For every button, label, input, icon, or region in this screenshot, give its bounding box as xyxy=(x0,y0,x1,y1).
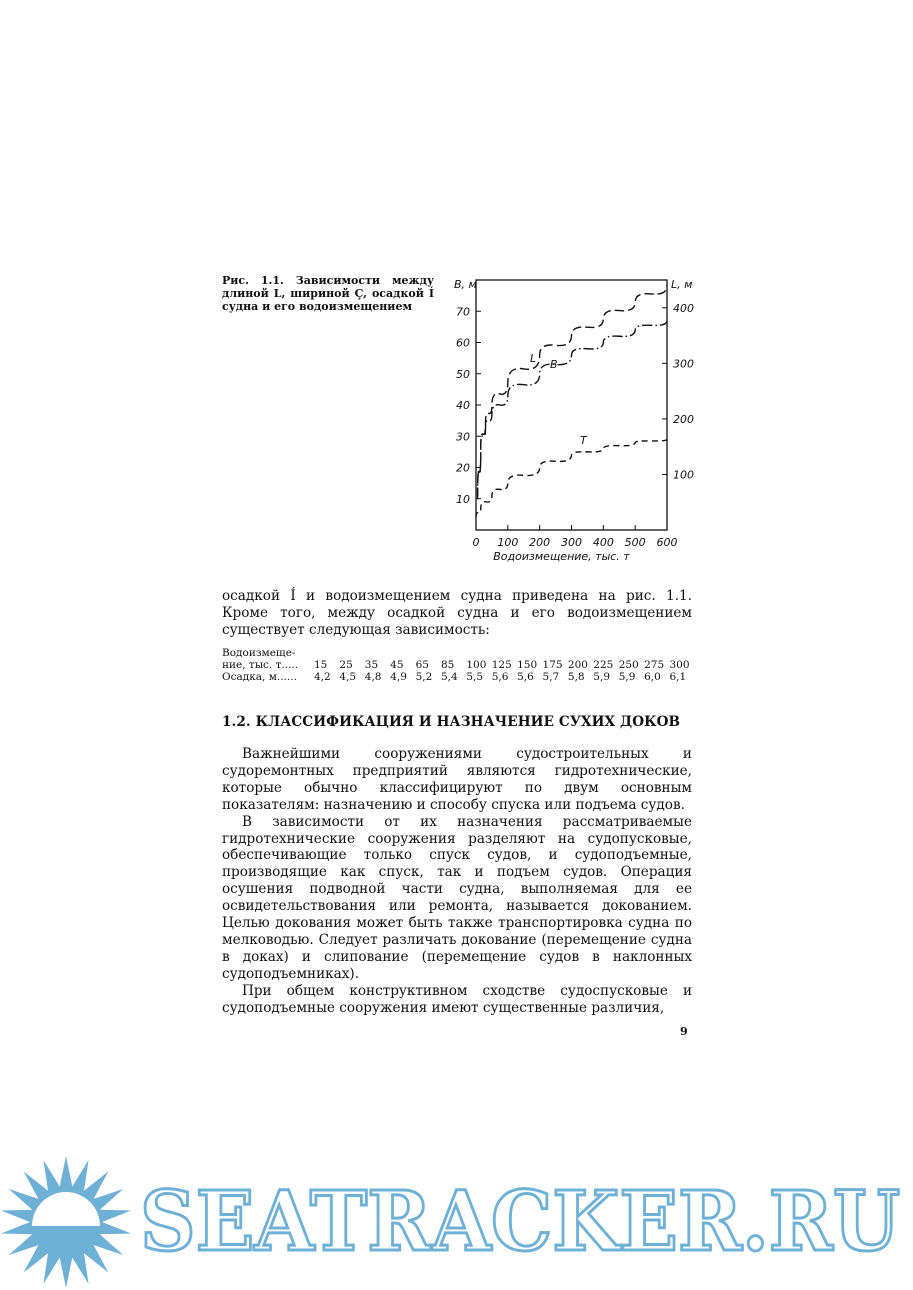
draft-cell: 5,8 xyxy=(567,671,585,683)
displacement-cell: 45 xyxy=(390,659,404,671)
paragraph-intro-text: осадкой Í и водоизмещением судна приведена на рис. 1.1. Кроме того, между осадкой судна и его водоизмещением существует следующая зависимость: xyxy=(222,588,692,638)
row-label-draft: Осадка, м...... xyxy=(222,671,297,683)
y-left-tick-label: 60 xyxy=(456,336,470,350)
table-header-row xyxy=(222,647,695,659)
draft-cell: 5,9 xyxy=(593,671,610,683)
paragraph-intro xyxy=(222,588,692,639)
x-tick-label: 300 xyxy=(561,536,582,549)
x-tick-label: 200 xyxy=(529,536,551,549)
draft-cell: 5,2 xyxy=(415,671,433,683)
displacement-cell: 200 xyxy=(567,659,588,671)
section-body xyxy=(222,746,692,1017)
displacement-cell: 125 xyxy=(491,659,512,671)
x-tick-label: 100 xyxy=(497,536,519,549)
displacement-cell: 275 xyxy=(644,659,665,671)
figure-chart xyxy=(440,268,700,568)
draft-cell: 5,6 xyxy=(491,671,509,683)
draft-cell: 6,1 xyxy=(669,671,687,683)
y-right-tick-label: 200 xyxy=(673,412,694,426)
draft-cell: 4,9 xyxy=(390,671,407,683)
displacement-cell: 300 xyxy=(669,659,690,671)
paragraph-2: В зависимости от их назначения рассматриваемые гидротехнические сооружения разделяют на судопусковые, обеспечивающие только спуск судов, и судоподъемные, производящие как спуск, так и подъем судов. Операция осушения подводной части судна, выполняемая для ее освидетельствования или ремонта, называется докованием. Целью докования может быть также транспортировка судна по мелководью. Следует различать докование (перемещение судна в доках) и слипование (перемещение судов в наклонных судоподъемниках). xyxy=(222,813,692,982)
y-left-tick-label: 70 xyxy=(456,305,470,319)
draft-cell: 5,9 xyxy=(618,671,636,683)
displacement-cell: 65 xyxy=(415,659,429,671)
draft-cell: 4,8 xyxy=(364,671,382,683)
y-left-tick-label: 30 xyxy=(456,430,470,444)
series-label-T: T xyxy=(580,434,587,447)
row-label-displacement: ние, тыс. т..... xyxy=(222,659,299,671)
x-axis-label: Водоизмещение, тыс. т xyxy=(493,550,630,563)
sun-logo-icon xyxy=(1,1156,131,1288)
y-left-tick-label: 40 xyxy=(456,399,470,412)
series-label-L: L xyxy=(530,352,537,365)
series-line-T xyxy=(476,439,667,517)
y-left-axis-label: B, м xyxy=(454,278,477,291)
displacement-cell: 175 xyxy=(542,659,563,671)
x-tick-label: 500 xyxy=(624,536,646,549)
section-heading: 1.2. КЛАССИФИКАЦИЯ И НАЗНАЧЕНИЕ СУХИХ ДОКОВ xyxy=(222,714,681,730)
y-right-axis-label: L, м xyxy=(671,278,693,291)
y-left-tick-label: 20 xyxy=(456,461,470,475)
draft-cell: 5,4 xyxy=(440,671,458,683)
displacement-cell: 15 xyxy=(314,659,328,671)
draft-cell: 6,0 xyxy=(644,671,661,683)
x-tick-label: 0 xyxy=(472,536,480,549)
paragraph-3: При общем конструктивном сходстве судоспусковые и судоподъемные сооружения имеют существенные различия, xyxy=(222,982,692,1016)
draft-cell: 4,2 xyxy=(314,671,331,683)
page-number: 9 xyxy=(680,1025,688,1038)
watermark-text: SEATRACKER.RU xyxy=(140,1174,900,1270)
paragraph-1: Важнейшими сооружениями судостроительных и судоремонтных предприятий являются гидротехнические, которые обычно классифицируют по двум основным показателям: назначению и способу спуска или подъема судов. xyxy=(222,746,692,813)
displacement-cell: 100 xyxy=(466,659,487,671)
table-row-displacement xyxy=(222,659,695,671)
table-header-label: Водоизмеще- xyxy=(222,647,296,659)
displacement-cell: 225 xyxy=(593,659,614,671)
displacement-cell: 85 xyxy=(440,659,455,671)
displacement-cell: 25 xyxy=(339,659,353,671)
draft-cell: 4,5 xyxy=(339,671,357,683)
y-right-tick-label: 300 xyxy=(673,357,694,371)
draft-cell: 5,6 xyxy=(517,671,534,683)
displacement-cell: 250 xyxy=(618,659,639,671)
draft-cell: 5,5 xyxy=(466,671,484,683)
y-left-tick-label: 50 xyxy=(456,367,470,381)
x-tick-label: 400 xyxy=(592,536,614,549)
x-tick-label: 600 xyxy=(656,536,678,549)
series-line-B xyxy=(478,321,667,499)
watermark-logo xyxy=(0,1150,913,1290)
displacement-draft-table xyxy=(222,647,695,683)
table-row-draft xyxy=(222,671,695,683)
y-right-tick-label: 400 xyxy=(673,301,694,315)
figure-caption: Рис. 1.1. Зависимости между длиной L, шириной Ç, осадкой Í судна и его водоизмещением xyxy=(222,274,434,313)
displacement-cell: 150 xyxy=(517,659,538,671)
chart-svg xyxy=(440,268,700,568)
series-label-B: B xyxy=(550,358,558,371)
series-line-L xyxy=(478,286,667,497)
y-left-tick-label: 10 xyxy=(456,492,470,506)
draft-cell: 5,7 xyxy=(542,671,560,683)
y-right-tick-label: 100 xyxy=(673,468,694,482)
displacement-cell: 35 xyxy=(364,659,379,671)
